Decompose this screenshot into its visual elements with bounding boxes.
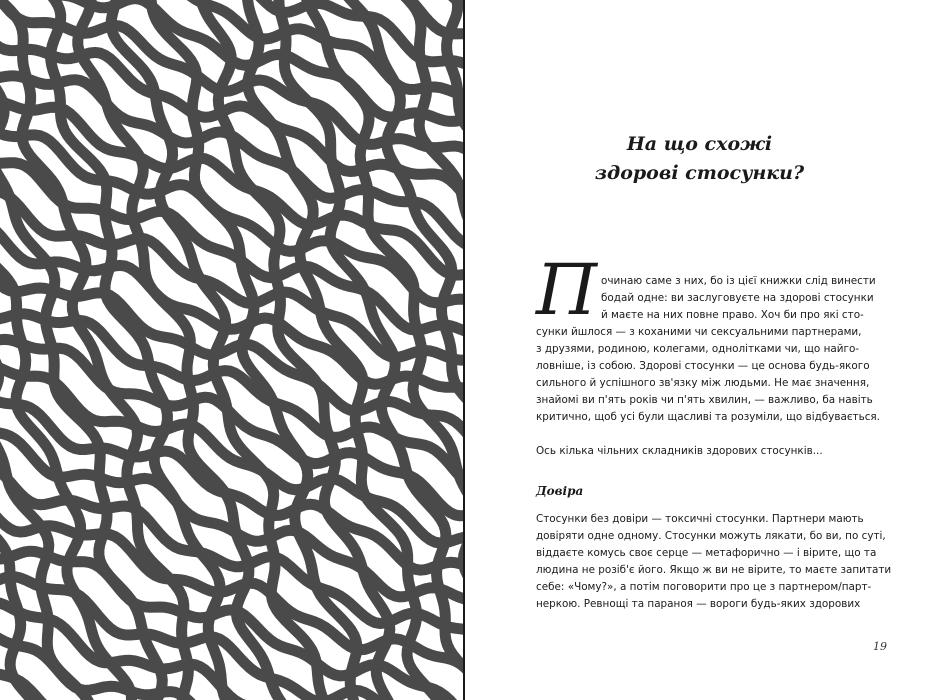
intro-line: сунки йшлося — з коханими чи сексуальними партнерами, <box>536 326 862 338</box>
intro-line: сильного й успішного зв'язку між людьми. Не має значення, <box>536 377 870 389</box>
section-heading: Довіра <box>536 484 584 498</box>
chapter-title-line-2: здорові стосунки? <box>594 162 805 184</box>
lead-in-paragraph: Ось кілька чільних складників здорових стосунків... <box>536 445 823 457</box>
decorative-pattern-page <box>0 0 463 700</box>
section-line: довіряти одне одному. Стосунки можуть лякати, бо ви, по суті, <box>536 530 886 542</box>
section-line: неркою. Ревнощі та параноя — вороги будь-яких здорових <box>536 598 861 610</box>
intro-line: й маєте на них повне право. Хоч би про які сто- <box>601 309 864 321</box>
page-number: 19 <box>873 640 887 653</box>
intro-line: критично, щоб усі були щасливі та розуміли, що відбувається. <box>536 411 880 423</box>
intro-line: знайомі ви п'ять років чи п'ять хвилин, — важливо, ба навіть <box>536 394 873 406</box>
intro-line: ловніше, із собою. Здорові стосунки — це основа будь-якого <box>536 360 870 372</box>
wavy-mesh-illustration <box>0 0 463 700</box>
text-page <box>465 0 934 700</box>
intro-line: бодай одне: ви заслуговуєте на здорові стосунки <box>601 292 874 304</box>
section-line: людина не розіб'є його. Якщо ж ви не вірите, то маєте запитати <box>536 564 892 576</box>
body-text <box>536 273 892 613</box>
chapter-title-line-1: На що схожі <box>626 133 773 155</box>
drop-cap: П <box>536 249 598 331</box>
chapter-title <box>465 130 934 188</box>
section-line: віддаєте комусь своє серце — метафорично — і вірите, що та <box>536 547 877 559</box>
intro-line: очинаю саме з них, бо із цієї книжки слід винести <box>601 275 876 287</box>
section-line: себе: «Чому?», а потім поговорити про це з партнером/парт- <box>536 581 872 593</box>
intro-line: з друзями, родиною, колегами, однолітками чи, що найго- <box>536 343 860 355</box>
section-line: Стосунки без довіри — токсичні стосунки. Партнери мають <box>536 513 864 525</box>
